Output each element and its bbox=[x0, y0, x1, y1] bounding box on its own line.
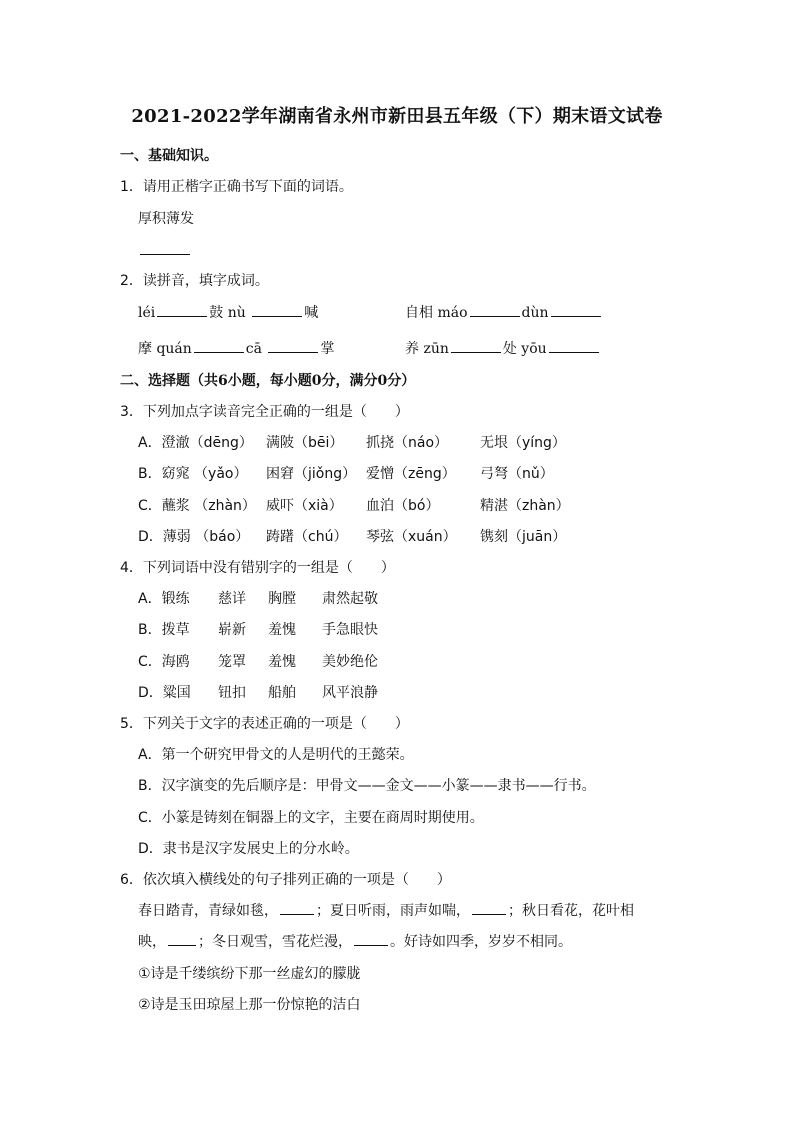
question-4-option-b-item[interactable]: B．拨草 bbox=[138, 622, 190, 638]
question-3-option-d-item: 踌躇（chú） bbox=[266, 529, 348, 545]
question-4-option-a-item[interactable]: A．锻练 bbox=[138, 591, 190, 607]
answer-blank[interactable] bbox=[551, 304, 601, 317]
question-4-option-a-item: 慈详 bbox=[218, 591, 246, 607]
question-2-row-1-right: 自相 máo dùn bbox=[405, 303, 603, 323]
question-3-option-a-item[interactable]: A．澄澈（dēng） bbox=[138, 435, 253, 451]
question-4-option-b-item: 手急眼快 bbox=[322, 622, 378, 638]
answer-blank[interactable] bbox=[194, 340, 244, 353]
question-4-option-c-item[interactable]: C．海鸥 bbox=[138, 654, 190, 670]
question-4-option-d-item: 风平浪静 bbox=[322, 685, 378, 701]
question-2-row-1-left: léi 鼓 nù 喊 bbox=[138, 305, 319, 321]
question-5-option-d[interactable]: D．隶书是汉字发展史上的分水岭。 bbox=[138, 841, 359, 857]
question-1-word: 厚积薄发 bbox=[138, 211, 194, 227]
answer-blank[interactable] bbox=[268, 340, 318, 353]
question-4-stem: 4．下列词语中没有错别字的一组是（ ） bbox=[120, 560, 395, 576]
question-6-sentence-2: ②诗是玉田琼屋上那一份惊艳的洁白 bbox=[138, 997, 361, 1013]
answer-blank[interactable] bbox=[157, 304, 207, 317]
answer-blank[interactable] bbox=[280, 902, 314, 915]
question-2-row-2-left: 摩 quán cā 掌 bbox=[138, 341, 335, 357]
question-4-option-a-item: 胸膛 bbox=[268, 591, 296, 607]
question-3-option-c-item: 血泊（bó） bbox=[366, 498, 440, 514]
question-6-sentence-1: ①诗是千缕缤纷下那一丝虚幻的朦胧 bbox=[138, 966, 361, 982]
question-2-stem: 2．读拼音，填字成词。 bbox=[120, 273, 269, 289]
answer-blank[interactable] bbox=[168, 933, 196, 946]
question-3-option-b-item: 困窘（jiǒng） bbox=[266, 466, 357, 482]
question-3-option-a-item: 无垠（yíng） bbox=[480, 435, 566, 451]
question-6-passage-line-2: 映， ；冬日观雪，雪花烂漫， 。好诗如四季，岁岁不相同。 bbox=[138, 934, 572, 950]
question-5-option-c[interactable]: C．小篆是铸刻在铜器上的文字，主要在商周时期使用。 bbox=[138, 810, 484, 826]
question-1-stem: 1．请用正楷字正确书写下面的词语。 bbox=[120, 179, 353, 195]
question-3-option-c-item[interactable]: C．蘸浆 （zhàn） bbox=[138, 498, 256, 514]
question-4-option-c-item: 羞愧 bbox=[268, 654, 296, 670]
question-3-option-b-item[interactable]: B．窈窕 （yǎo） bbox=[138, 466, 248, 482]
question-4-option-b-item: 羞愧 bbox=[268, 622, 296, 638]
answer-blank[interactable] bbox=[354, 933, 388, 946]
section-basic-knowledge: 一、基础知识。 bbox=[120, 148, 218, 164]
answer-blank[interactable] bbox=[470, 304, 520, 317]
question-3-option-d-item: 琴弦（xuán） bbox=[366, 529, 457, 545]
question-3-option-c-item: 精湛（zhàn） bbox=[480, 498, 570, 514]
question-3-option-d-item[interactable]: D．薄弱 （báo） bbox=[138, 529, 250, 545]
question-5-option-b[interactable]: B．汉字演变的先后顺序是：甲骨文——金文——小篆——隶书——行书。 bbox=[138, 778, 596, 794]
question-4-option-a-item: 肃然起敬 bbox=[322, 591, 378, 607]
question-3-option-b-item: 弓弩（nǔ） bbox=[480, 466, 554, 482]
question-3-option-a-item: 抓挠（náo） bbox=[366, 435, 449, 451]
question-6-passage-line-1: 春日踏青，青绿如毯， ；夏日听雨，雨声如喘， ；秋日看花，花叶相 bbox=[138, 903, 634, 919]
question-6-stem: 6．依次填入横线处的句子排列正确的一项是（ ） bbox=[120, 872, 451, 888]
question-3-option-a-item: 满陂（bēi） bbox=[266, 435, 344, 451]
question-3-option-b-item: 爱憎（zēng） bbox=[366, 466, 456, 482]
answer-blank[interactable] bbox=[451, 340, 501, 353]
answer-blank[interactable] bbox=[472, 902, 506, 915]
question-4-option-d-item[interactable]: D．粱国 bbox=[138, 685, 191, 701]
question-4-option-c-item: 美妙绝伦 bbox=[322, 654, 378, 670]
question-3-option-c-item: 威吓（xià） bbox=[266, 498, 343, 514]
question-3-stem: 3．下列加点字读音完全正确的一组是（ ） bbox=[120, 404, 409, 420]
question-4-option-b-item: 崭新 bbox=[218, 622, 246, 638]
answer-blank[interactable] bbox=[252, 304, 302, 317]
question-1-answer-blank[interactable] bbox=[138, 241, 192, 261]
answer-blank[interactable] bbox=[549, 340, 599, 353]
question-2-row-2-right: 养 zūn 处 yōu bbox=[405, 339, 601, 359]
question-4-option-d-item: 钮扣 bbox=[218, 685, 246, 701]
question-4-option-d-item: 船舶 bbox=[268, 685, 296, 701]
question-4-option-c-item: 笼罩 bbox=[218, 654, 246, 670]
question-5-option-a[interactable]: A．第一个研究甲骨文的人是明代的王懿荣。 bbox=[138, 747, 414, 763]
section-multiple-choice: 二、选择题（共6小题，每小题0分，满分0分） bbox=[120, 373, 416, 389]
question-3-option-d-item: 镌刻（juān） bbox=[480, 529, 567, 545]
question-5-stem: 5．下列关于文字的表述正确的一项是（ ） bbox=[120, 716, 409, 732]
page-title: 2021-2022学年湖南省永州市新田县五年级（下）期末语文试卷 bbox=[131, 106, 663, 127]
